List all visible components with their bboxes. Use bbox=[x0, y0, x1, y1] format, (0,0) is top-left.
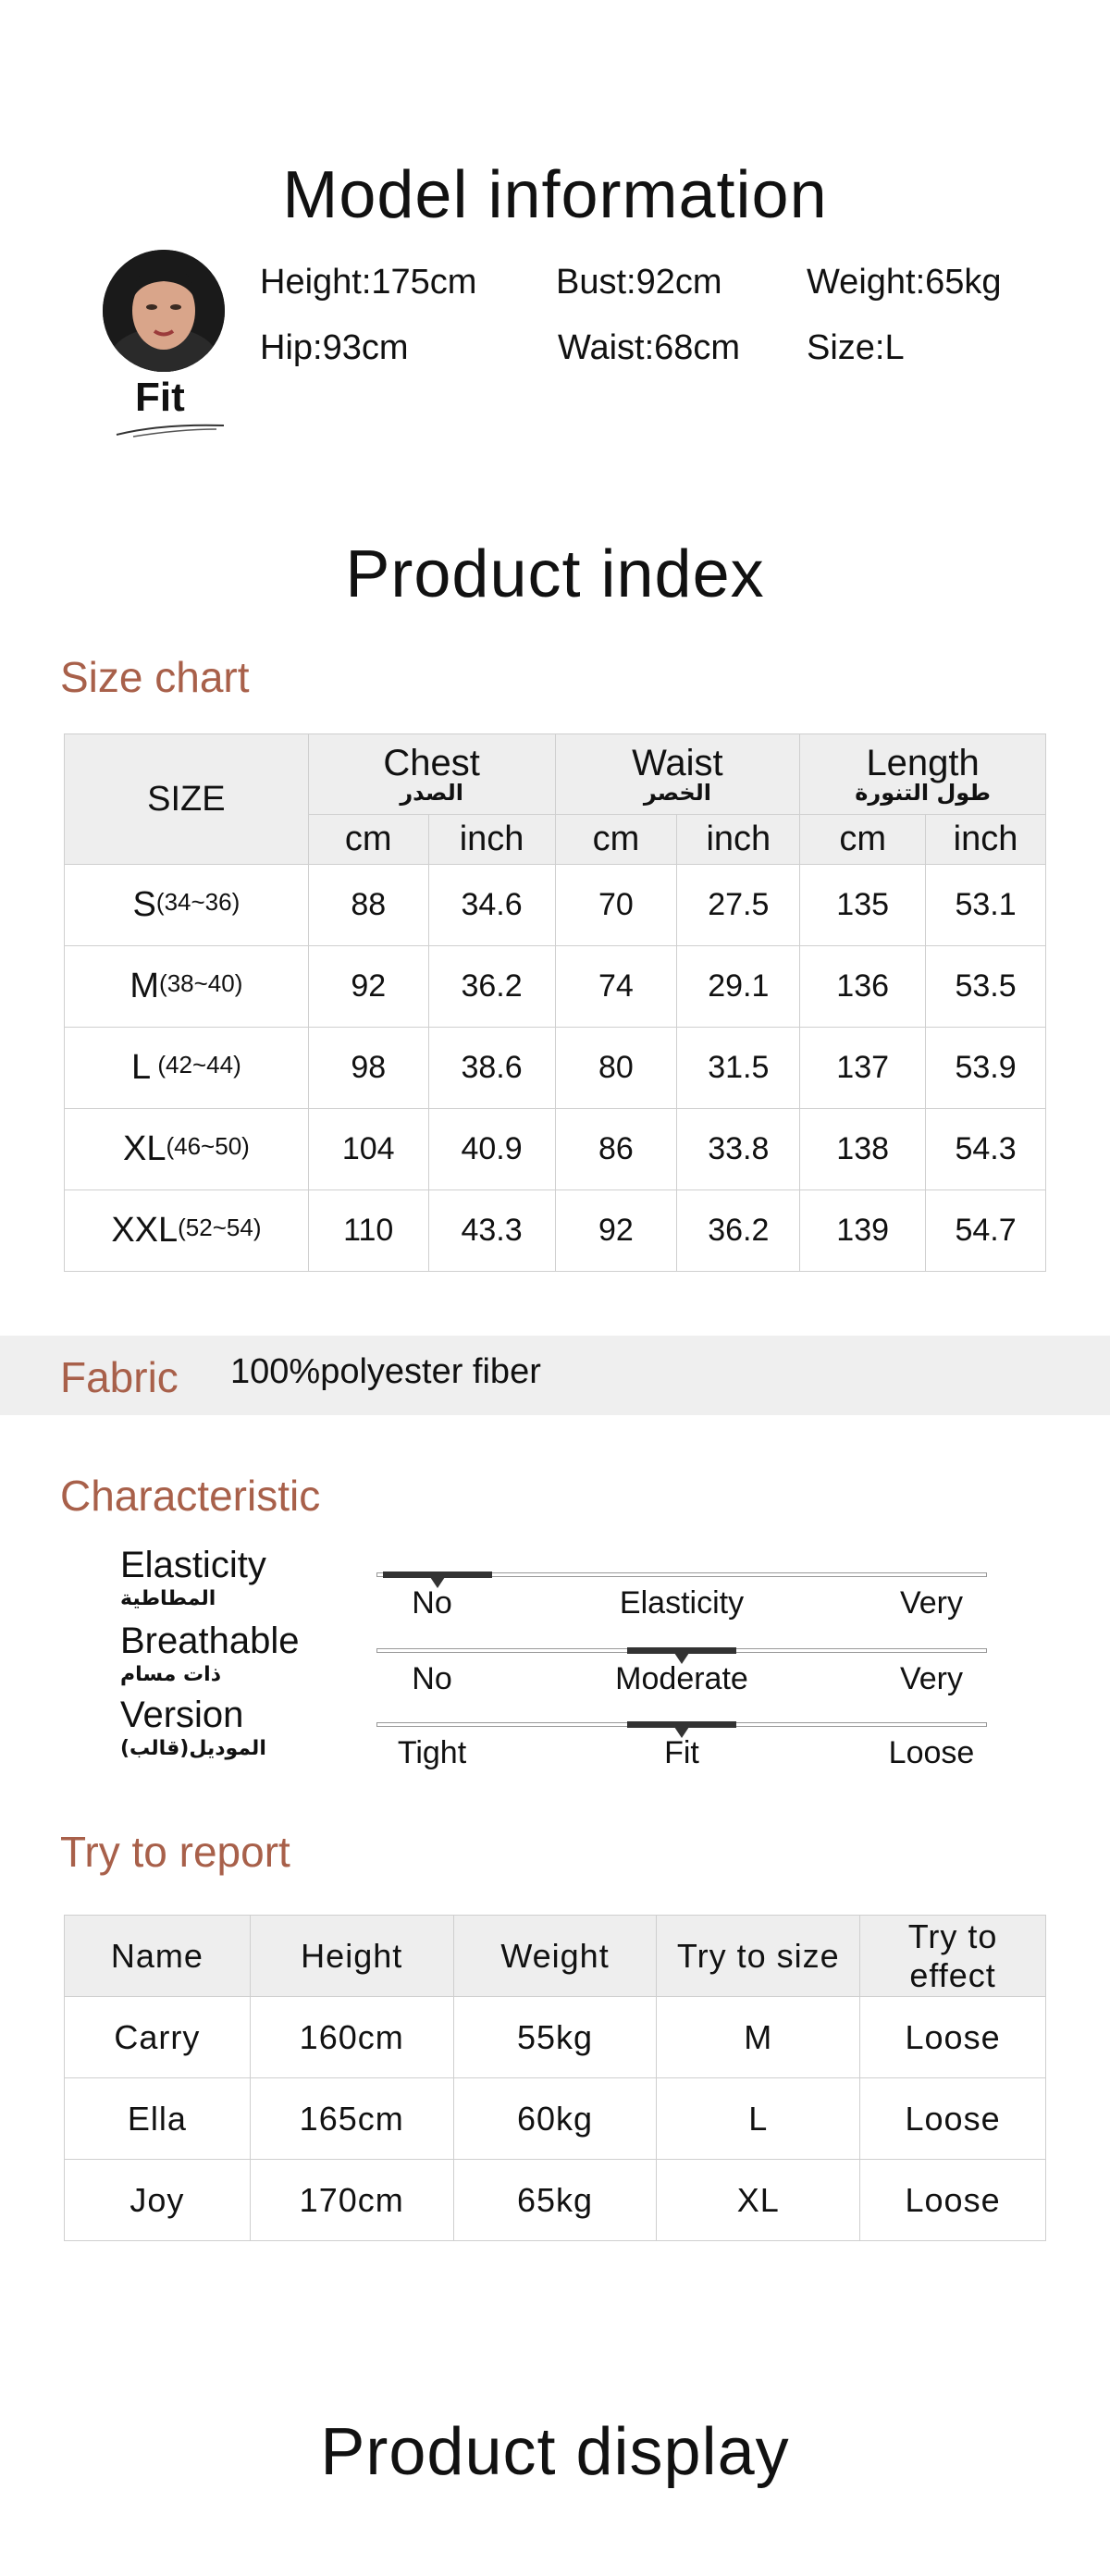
try-report-table bbox=[64, 1915, 1046, 2241]
table-cell: Carry bbox=[65, 1997, 251, 2078]
scale-label-left: Tight bbox=[397, 1735, 467, 1770]
length-group-header bbox=[800, 734, 1046, 815]
size-cell: S(34~36) bbox=[65, 865, 309, 946]
table-cell: 65kg bbox=[453, 2160, 657, 2241]
table-cell: 92 bbox=[308, 946, 428, 1028]
table-cell: 27.5 bbox=[677, 865, 800, 946]
table-cell: 36.2 bbox=[428, 946, 555, 1028]
column-header: Height bbox=[250, 1916, 453, 1997]
table-cell: 138 bbox=[800, 1109, 926, 1190]
characteristic-name: Version bbox=[120, 1695, 244, 1735]
table-cell: 29.1 bbox=[677, 946, 800, 1028]
length-arabic-label: طول التنورة bbox=[855, 780, 991, 806]
model-weight: Weight:65kg bbox=[807, 263, 1002, 302]
column-header: Name bbox=[65, 1916, 251, 1997]
column-header: Try to size bbox=[657, 1916, 860, 1997]
model-avatar bbox=[103, 250, 225, 372]
table-cell: 60kg bbox=[453, 2078, 657, 2160]
model-waist: Waist:68cm bbox=[558, 328, 741, 367]
try-report-title: Try to report bbox=[60, 1828, 290, 1876]
table-cell: 136 bbox=[800, 946, 926, 1028]
table-row bbox=[65, 1997, 1046, 2078]
fit-swoosh-icon bbox=[115, 416, 226, 440]
table-cell: 54.3 bbox=[926, 1109, 1046, 1190]
size-cell: XL(46~50) bbox=[65, 1109, 309, 1190]
scale-label-middle: Moderate bbox=[615, 1661, 748, 1696]
unit-header: inch bbox=[677, 815, 800, 865]
size-chart-title: Size chart bbox=[60, 653, 250, 701]
table-row bbox=[65, 2078, 1046, 2160]
table-cell: Loose bbox=[860, 2078, 1046, 2160]
chest-label: Chest bbox=[383, 743, 480, 783]
scale-label-right: Very bbox=[899, 1585, 964, 1621]
table-cell: 53.5 bbox=[926, 946, 1046, 1028]
table-row bbox=[65, 1028, 1046, 1109]
table-row bbox=[65, 1109, 1046, 1190]
chest-arabic-label: الصدر bbox=[400, 780, 463, 806]
table-cell: 92 bbox=[555, 1190, 677, 1272]
table-cell: 160cm bbox=[250, 1997, 453, 2078]
table-row bbox=[65, 946, 1046, 1028]
table-cell: 34.6 bbox=[428, 865, 555, 946]
unit-header: inch bbox=[926, 815, 1046, 865]
table-cell: 74 bbox=[555, 946, 677, 1028]
column-header: Weight bbox=[453, 1916, 657, 1997]
table-cell: 31.5 bbox=[677, 1028, 800, 1109]
product-index-title: Product index bbox=[345, 537, 765, 611]
characteristic-arabic-name: ذات مسام bbox=[120, 1663, 221, 1686]
model-portrait-icon bbox=[103, 250, 225, 372]
fabric-value: 100%polyester fiber bbox=[230, 1352, 541, 1391]
table-row bbox=[65, 1190, 1046, 1272]
table-cell: 139 bbox=[800, 1190, 926, 1272]
table-cell: 36.2 bbox=[677, 1190, 800, 1272]
fit-label: Fit bbox=[135, 375, 185, 420]
table-cell: 43.3 bbox=[428, 1190, 555, 1272]
table-cell: 135 bbox=[800, 865, 926, 946]
table-cell: 98 bbox=[308, 1028, 428, 1109]
size-chart-table bbox=[64, 733, 1046, 1272]
table-cell: 70 bbox=[555, 865, 677, 946]
table-cell: 88 bbox=[308, 865, 428, 946]
scale-label-left: No bbox=[412, 1585, 452, 1621]
scale-label-right: Loose bbox=[888, 1735, 975, 1770]
table-cell: M bbox=[657, 1997, 860, 2078]
size-cell: L (42~44) bbox=[65, 1028, 309, 1109]
scale-label-middle: Elasticity bbox=[619, 1585, 745, 1621]
model-size: Size:L bbox=[807, 328, 905, 367]
table-cell: 40.9 bbox=[428, 1109, 555, 1190]
table-cell: 104 bbox=[308, 1109, 428, 1190]
characteristic-arabic-name: الموديل(قالب) bbox=[120, 1737, 266, 1760]
table-cell: 38.6 bbox=[428, 1028, 555, 1109]
table-cell: L bbox=[657, 2078, 860, 2160]
size-column-header: SIZE bbox=[65, 734, 309, 865]
table-row bbox=[65, 2160, 1046, 2241]
table-cell: 33.8 bbox=[677, 1109, 800, 1190]
waist-arabic-label: الخصر bbox=[643, 780, 711, 806]
model-hip: Hip:93cm bbox=[260, 328, 409, 367]
waist-group-header bbox=[555, 734, 800, 815]
table-cell: 54.7 bbox=[926, 1190, 1046, 1272]
fabric-label: Fabric bbox=[60, 1353, 179, 1401]
scale-label-left: No bbox=[412, 1661, 452, 1696]
product-display-title: Product display bbox=[320, 2415, 790, 2489]
model-bust: Bust:92cm bbox=[556, 263, 722, 302]
unit-header: cm bbox=[800, 815, 926, 865]
column-header: Try to effect bbox=[860, 1916, 1046, 1997]
table-cell: 165cm bbox=[250, 2078, 453, 2160]
table-cell: Joy bbox=[65, 2160, 251, 2241]
table-cell: 86 bbox=[555, 1109, 677, 1190]
table-row bbox=[65, 865, 1046, 946]
scale-label-right: Very bbox=[899, 1661, 964, 1696]
characteristic-name: Elasticity bbox=[120, 1545, 266, 1585]
table-cell: 170cm bbox=[250, 2160, 453, 2241]
size-cell: XXL(52~54) bbox=[65, 1190, 309, 1272]
unit-header: cm bbox=[308, 815, 428, 865]
table-cell: 110 bbox=[308, 1190, 428, 1272]
unit-header: inch bbox=[428, 815, 555, 865]
characteristic-title: Characteristic bbox=[60, 1472, 321, 1520]
table-cell: Ella bbox=[65, 2078, 251, 2160]
chest-group-header bbox=[308, 734, 555, 815]
waist-label: Waist bbox=[632, 743, 723, 783]
table-cell: Loose bbox=[860, 2160, 1046, 2241]
table-cell: 53.9 bbox=[926, 1028, 1046, 1109]
size-cell: M(38~40) bbox=[65, 946, 309, 1028]
table-cell: 137 bbox=[800, 1028, 926, 1109]
table-cell: Loose bbox=[860, 1997, 1046, 2078]
table-cell: XL bbox=[657, 2160, 860, 2241]
table-header-row bbox=[65, 1916, 1046, 1997]
table-cell: 55kg bbox=[453, 1997, 657, 2078]
model-information-title: Model information bbox=[282, 158, 828, 232]
table-cell: 53.1 bbox=[926, 865, 1046, 946]
length-label: Length bbox=[866, 743, 980, 783]
characteristic-name: Breathable bbox=[120, 1621, 300, 1661]
scale-label-middle: Fit bbox=[664, 1735, 699, 1770]
unit-header: cm bbox=[555, 815, 677, 865]
table-cell: 80 bbox=[555, 1028, 677, 1109]
model-height: Height:175cm bbox=[260, 263, 477, 302]
characteristic-arabic-name: المطاطية bbox=[120, 1587, 216, 1610]
